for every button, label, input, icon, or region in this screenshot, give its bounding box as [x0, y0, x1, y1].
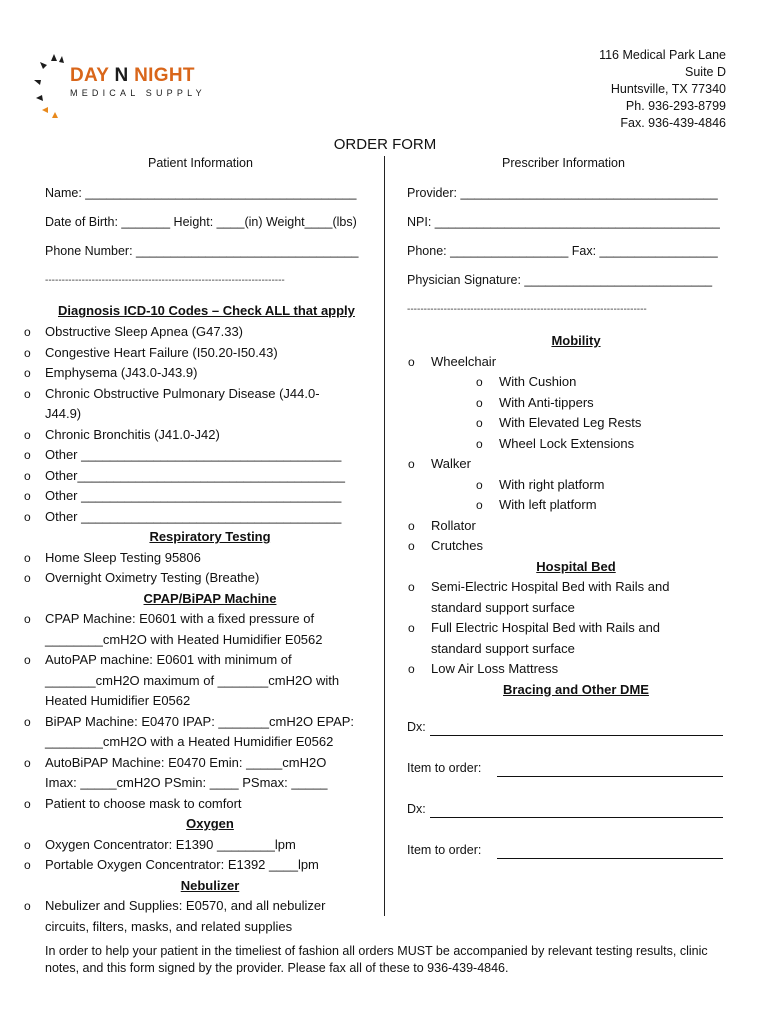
company-logo: [34, 52, 204, 122]
checkbox-bullet-icon[interactable]: o: [24, 550, 31, 565]
checkbox-bullet-icon[interactable]: o: [408, 662, 415, 676]
diagnosis-option[interactable]: o Chronic Bronchitis (J41.0-J42): [20, 425, 370, 446]
cpap-option[interactable]: o CPAP Machine: E0601 with a fixed pressure of: [20, 609, 370, 630]
bracing-heading: Bracing and Other DME: [503, 681, 649, 697]
mobility-section: [406, 331, 736, 700]
sun-moon-logo-icon: [34, 52, 74, 122]
dx-label: Dx:: [407, 720, 426, 734]
address-line: Suite D: [685, 65, 726, 79]
item-to-order-input-line[interactable]: [497, 858, 723, 859]
address-line: Huntsville, TX 77340: [610, 82, 726, 96]
prescriber-info-heading: Prescriber Information: [502, 156, 625, 170]
wheelchair-sub-option[interactable]: o Wheel Lock Extensions: [406, 434, 736, 455]
checkbox-bullet-icon[interactable]: o: [24, 345, 31, 360]
cpap-option-cont: ________cmH2O with Heated Humidifier E0562: [45, 631, 323, 647]
checkbox-bullet-icon[interactable]: o: [24, 386, 31, 401]
npi-field[interactable]: NPI: _________________________________________: [407, 215, 720, 229]
checkbox-bullet-icon[interactable]: o: [408, 621, 415, 635]
checkbox-bullet-icon[interactable]: o: [24, 427, 31, 442]
checkbox-bullet-icon[interactable]: o: [24, 653, 31, 667]
logo-subtitle: MEDICAL SUPPLY: [70, 88, 206, 98]
mask-comfort-option[interactable]: o Patient to choose mask to comfort: [20, 794, 370, 815]
diagnosis-option[interactable]: o Emphysema (J43.0-J43.9): [20, 363, 370, 384]
footer-note: In order to help your patient in the timeliest of fashion all orders MUST be accompanied by relevant testing results, clinic notes, and this form signed by the provider. Please fax all of these to 936-439-4846.: [45, 944, 708, 975]
walker-sub-option[interactable]: o With right platform: [406, 475, 736, 496]
checkbox-bullet-icon[interactable]: o: [24, 755, 31, 770]
page-title: ORDER FORM: [333, 136, 437, 153]
nebulizer-heading: Nebulizer: [180, 877, 240, 893]
provider-field[interactable]: Provider: _____________________________________: [407, 186, 718, 200]
checkbox-bullet-icon[interactable]: o: [476, 395, 483, 410]
prescriber-phone-fax-field[interactable]: Phone: _________________ Fax: _________________: [407, 244, 718, 258]
wheelchair-option[interactable]: o Wheelchair: [406, 352, 736, 373]
autopap-option-cont: Heated Humidifier E0562: [45, 693, 191, 708]
dx-input-line[interactable]: [430, 817, 723, 818]
checkbox-bullet-icon[interactable]: o: [24, 899, 31, 913]
logo-wordmark: DAY N NIGHT: [70, 65, 195, 86]
checkbox-bullet-icon[interactable]: o: [24, 366, 31, 380]
patient-name-field[interactable]: Name: _______________________________________: [45, 186, 357, 200]
hospital-bed-option-cont: standard support surface: [431, 599, 575, 615]
autobipap-option-cont: Imax: _____cmH2O PSmin: ____ PSmax: _____: [45, 775, 328, 790]
checkbox-bullet-icon[interactable]: o: [476, 416, 483, 430]
separator: ------------------------------------------------------------------------: [407, 304, 647, 315]
column-divider: [384, 156, 385, 916]
wheelchair-sub-option[interactable]: o With Cushion: [406, 372, 736, 393]
dob-height-weight-field[interactable]: Date of Birth: _______ Height: ____(in) Weight____(lbs): [45, 215, 357, 229]
address-line: 116 Medical Park Lane: [599, 48, 726, 62]
diagnosis-option[interactable]: o Chronic Obstructive Pulmonary Disease (J44.0-: [20, 384, 370, 405]
checkbox-bullet-icon[interactable]: o: [24, 509, 31, 524]
diagnosis-option[interactable]: o Obstructive Sleep Apnea (G47.33): [20, 322, 370, 343]
checkbox-bullet-icon[interactable]: o: [408, 354, 415, 369]
checkbox-bullet-icon[interactable]: o: [408, 580, 415, 594]
checkbox-bullet-icon[interactable]: o: [24, 571, 31, 585]
diagnosis-option[interactable]: o Congestive Heart Failure (I50.20-I50.43): [20, 343, 370, 364]
separator: ------------------------------------------------------------------------: [45, 275, 285, 286]
item-to-order-input-line[interactable]: [497, 776, 723, 777]
item-to-order-label: Item to order:: [407, 843, 482, 857]
checkbox-bullet-icon[interactable]: o: [408, 539, 415, 553]
dx-label: Dx:: [407, 802, 426, 816]
physician-signature-field[interactable]: Physician Signature: ___________________________: [407, 273, 713, 287]
checkbox-bullet-icon[interactable]: o: [24, 837, 31, 852]
hospital-bed-option[interactable]: o Full Electric Hospital Bed with Rails and: [406, 618, 736, 639]
wheelchair-sub-option[interactable]: o With Elevated Leg Rests: [406, 413, 736, 434]
crutches-option[interactable]: o Crutches: [406, 536, 736, 557]
item-to-order-label: Item to order:: [407, 761, 482, 775]
walker-sub-option[interactable]: o With left platform: [406, 495, 736, 516]
mobility-heading: Mobility: [551, 333, 601, 348]
bipap-option[interactable]: o BiPAP Machine: E0470 IPAP: _______cmH2O EPAP:: [20, 712, 370, 733]
address-fax: Fax. 936-439-4846: [620, 116, 726, 130]
checkbox-bullet-icon[interactable]: o: [24, 714, 31, 729]
wheelchair-sub-option[interactable]: o With Anti-tippers: [406, 393, 736, 414]
nebulizer-option[interactable]: o Nebulizer and Supplies: E0570, and all nebulizer: [20, 896, 370, 917]
walker-option[interactable]: o Walker: [406, 454, 736, 475]
oxygen-heading: Oxygen: [186, 816, 234, 831]
diagnosis-other[interactable]: o Other_____________________________________: [20, 466, 370, 487]
checkbox-bullet-icon[interactable]: o: [24, 489, 31, 503]
diagnosis-other[interactable]: o Other ____________________________________: [20, 507, 370, 528]
respiratory-heading: Respiratory Testing: [149, 529, 271, 544]
autopap-option-cont: _______cmH2O maximum of _______cmH2O with: [45, 672, 340, 688]
oxygen-option[interactable]: o Oxygen Concentrator: E1390 ________lpm: [20, 835, 370, 856]
cpap-heading: CPAP/BiPAP Machine: [143, 590, 277, 606]
hospital-bed-option-cont: standard support surface: [431, 640, 575, 656]
autobipap-option[interactable]: o AutoBiPAP Machine: E0470 Emin: _____cmH2O: [20, 753, 370, 774]
nebulizer-option-cont: circuits, filters, masks, and related supplies: [45, 918, 293, 934]
dx-input-line[interactable]: [430, 735, 723, 736]
checkbox-bullet-icon[interactable]: o: [476, 436, 483, 451]
diagnosis-option-cont: J44.9): [45, 406, 82, 421]
checkbox-bullet-icon[interactable]: o: [476, 477, 483, 492]
company-address: [599, 47, 726, 132]
oxygen-option[interactable]: o Portable Oxygen Concentrator: E1392 ____lpm: [20, 855, 370, 876]
patient-info-heading: Patient Information: [148, 156, 253, 170]
checkbox-bullet-icon[interactable]: o: [408, 518, 415, 533]
hospital-bed-option[interactable]: o Semi-Electric Hospital Bed with Rails and: [406, 577, 736, 598]
diagnosis-other[interactable]: o Other ____________________________________: [20, 445, 370, 466]
checkbox-bullet-icon[interactable]: o: [24, 468, 31, 483]
rollator-option[interactable]: o Rollator: [406, 516, 736, 537]
address-phone: Ph. 936-293-8799: [625, 99, 726, 113]
checkbox-bullet-icon[interactable]: o: [24, 612, 31, 626]
checkbox-bullet-icon[interactable]: o: [24, 796, 31, 811]
hospital-bed-heading: Hospital Bed: [536, 558, 616, 574]
respiratory-option[interactable]: o Home Sleep Testing 95806: [20, 548, 370, 569]
checkbox-bullet-icon[interactable]: o: [408, 457, 415, 471]
diagnosis-list: [20, 322, 370, 937]
mattress-option[interactable]: o Low Air Loss Mattress: [406, 659, 736, 680]
checkbox-bullet-icon[interactable]: o: [24, 325, 31, 339]
diagnosis-heading: Diagnosis ICD-10 Codes – Check ALL that apply: [58, 303, 355, 318]
bipap-option-cont: ________cmH2O with a Heated Humidifier E0562: [45, 734, 334, 749]
autopap-option[interactable]: o AutoPAP machine: E0601 with minimum of: [20, 650, 370, 671]
checkbox-bullet-icon[interactable]: o: [24, 448, 31, 462]
checkbox-bullet-icon[interactable]: o: [24, 858, 31, 872]
patient-phone-field[interactable]: Phone Number: ________________________________: [45, 244, 359, 258]
checkbox-bullet-icon[interactable]: o: [476, 375, 483, 389]
diagnosis-other[interactable]: o Other ____________________________________: [20, 486, 370, 507]
checkbox-bullet-icon[interactable]: o: [476, 498, 483, 512]
respiratory-option[interactable]: o Overnight Oximetry Testing (Breathe): [20, 568, 370, 589]
